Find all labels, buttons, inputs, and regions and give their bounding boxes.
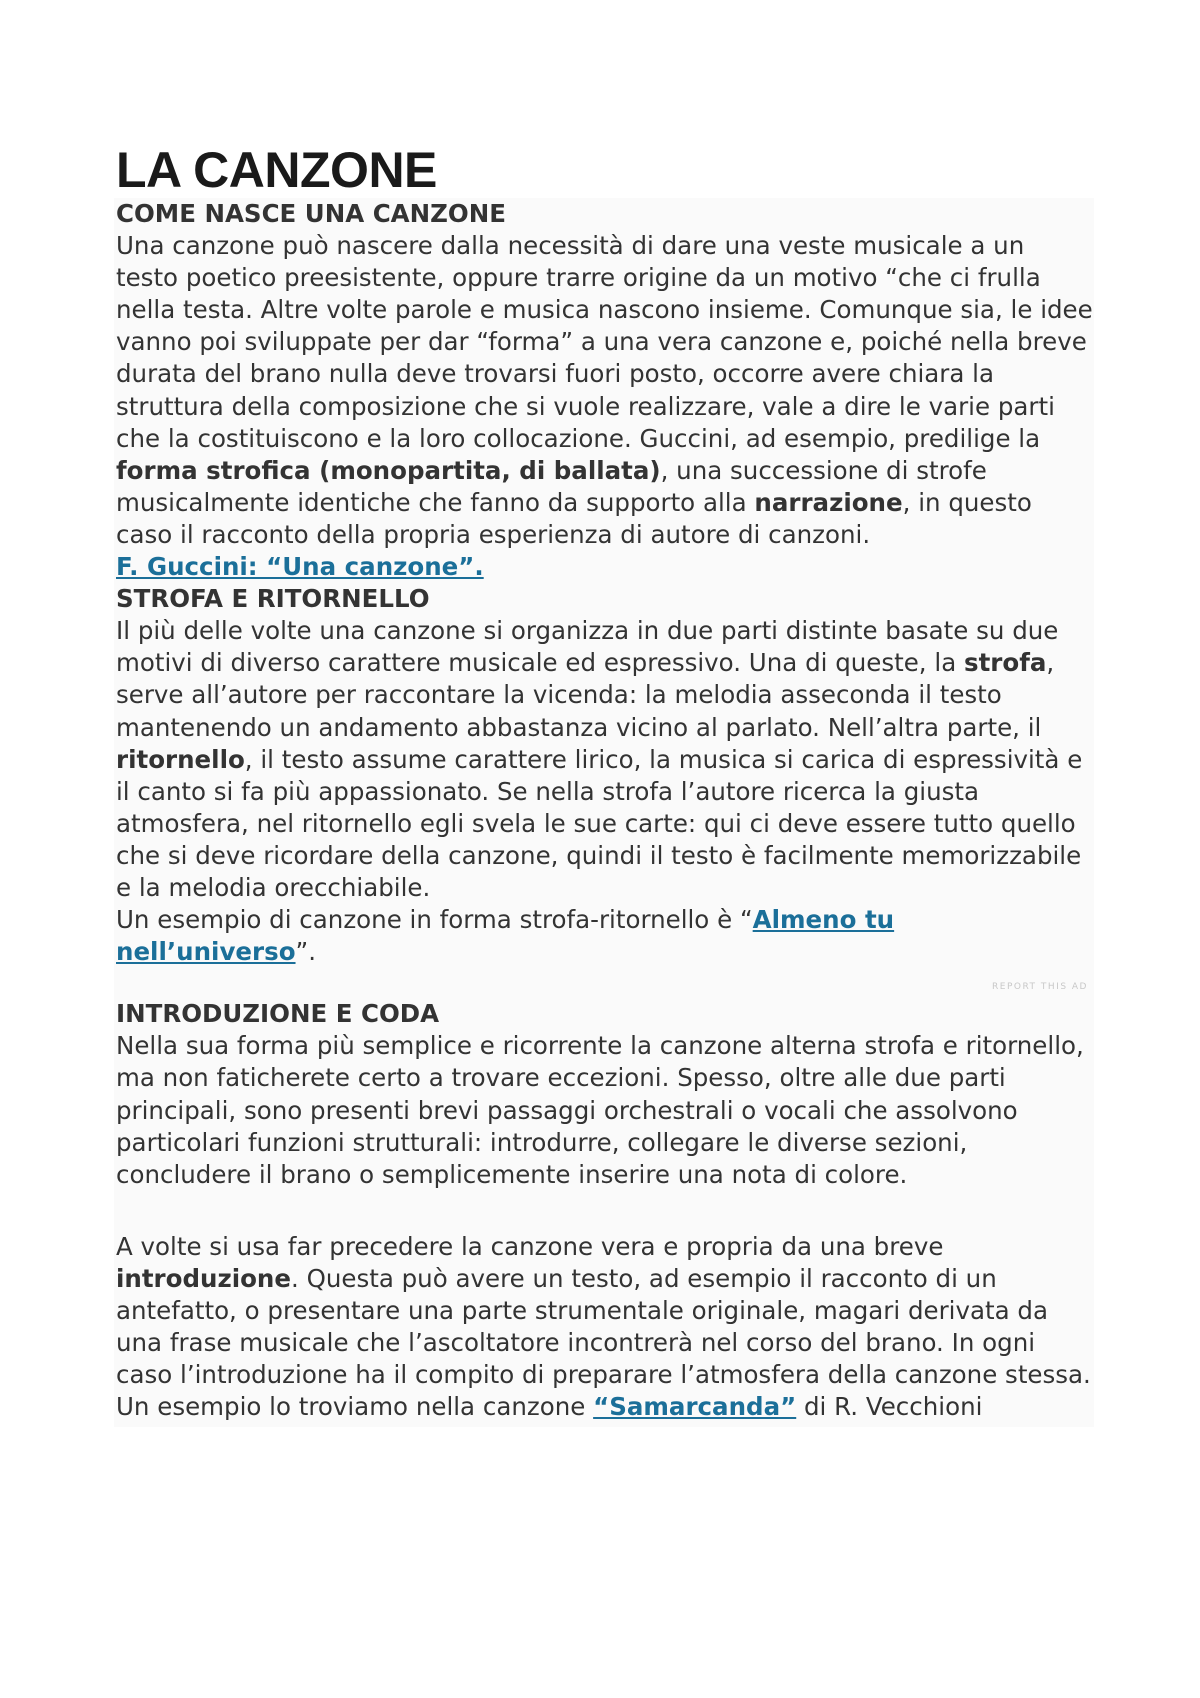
document-title: LA CANZONE [116,142,437,198]
paragraph-text: Il più delle volte una canzone si organizza in due parti distinte basate su due motivi di diverso carattere musicale ed espressivo. Una di queste, la [116,616,1059,678]
link-samarcanda[interactable]: “Samarcanda” [593,1392,797,1422]
section-heading-strofa-ritornello: STROFA E RITORNELLO [116,584,430,614]
paragraph-introduzione-2 [116,1231,1094,1424]
link-guccini-una-canzone[interactable]: F. Guccini: “Una canzone”. [116,552,484,582]
paragraph-spacer [116,1191,1094,1231]
link-almeno-tu[interactable]: Almeno tu nell’universo [116,905,895,967]
report-ad-link[interactable]: REPORT THIS AD [992,982,1088,993]
paragraph-text: , serve all’autore per raccontare la vicenda: la melodia asseconda il testo mantenendo un andamento abbastanza vicino al parlato. Nell’altra parte, il [116,648,1055,742]
link-line-guccini [116,551,1094,583]
article-body [114,198,1094,1427]
paragraph-text: Una canzone può nascere dalla necessità di dare una veste musicale a un testo poetico preesistente, oppure trarre origine da un motivo “che ci frulla nella testa. Altre volte parole e musica nascono insieme. Comunque sia, le idee vanno poi sviluppate per dar “forma” a una vera canzone e, poiché nella breve durata del brano nulla deve trovarsi fuori posto, occorre avere chiara la struttura della composizione che si vuole realizzare, vale a dire le varie parti che la costituiscono e la loro collocazione. Guccini, ad esempio, predilige la [116,231,1093,453]
paragraph-introduzione-1: Nella sua forma più semplice e ricorrente la canzone alterna strofa e ritornello, ma non faticherete certo a trovare eccezioni. Spesso, oltre alle due parti principali, sono presenti brevi passaggi orchestrali o vocali che assolvono particolari funzioni strutturali: introdurre, collegare le diverse sezioni, concludere il brano o semplicemente inserire una nota di colore. [116,1031,1084,1189]
paragraph-text: , in questo caso il racconto della propria esperienza di autore di canzoni. [116,487,1032,549]
paragraph-text: , una successione di strofe musicalmente identiche che fanno da supporto alla [116,455,987,517]
paragraph-text: . Questa può avere un testo, ad esempio il racconto di un antefatto, o presentare una parte strumentale originale, magari derivata da una frase musicale che l’ascoltatore incontrerà nel corso del brano. In ogni caso l’introduzione ha il compito di preparare l’atmosfera della canzone stessa. Un esempio lo troviamo nella canzone [116,1263,1091,1422]
section-heading-come-nasce: COME NASCE UNA CANZONE [116,199,506,228]
paragraph-strofa-ritornello [116,615,1094,904]
paragraph-text: di R. Vecchioni [796,1392,983,1422]
paragraph-text: Un esempio di canzone in forma strofa-ritornello è “ [116,905,753,935]
paragraph-text: A volte si usa far precedere la canzone vera e propria da una breve [116,1231,944,1261]
bold-term-introduzione: introduzione [116,1263,291,1293]
paragraph-text: , il testo assume carattere lirico, la musica si carica di espressività e il canto si fa più appassionato. Se nella strofa l’autore ricerca la giusta atmosfera, nel ritornello egli svela le sue carte: qui ci deve essere tutto quello che si deve ricordare della canzone, quindi il testo è facilmente memorizzabile e la melodia orecchiabile. [116,744,1083,902]
paragraph-come-nasce [116,230,1094,551]
paragraph-text: ”. [295,937,317,967]
bold-term-strofa: strofa [964,648,1047,678]
section-heading-introduzione-coda: INTRODUZIONE E CODA [116,999,440,1029]
paragraph-example [116,904,1094,968]
bold-term-narrazione: narrazione [754,487,903,517]
bold-term-forma-strofica: forma strofica (monopartita, di ballata) [116,455,661,485]
bold-term-ritornello: ritornello [116,744,245,774]
ad-slot [116,968,1094,998]
